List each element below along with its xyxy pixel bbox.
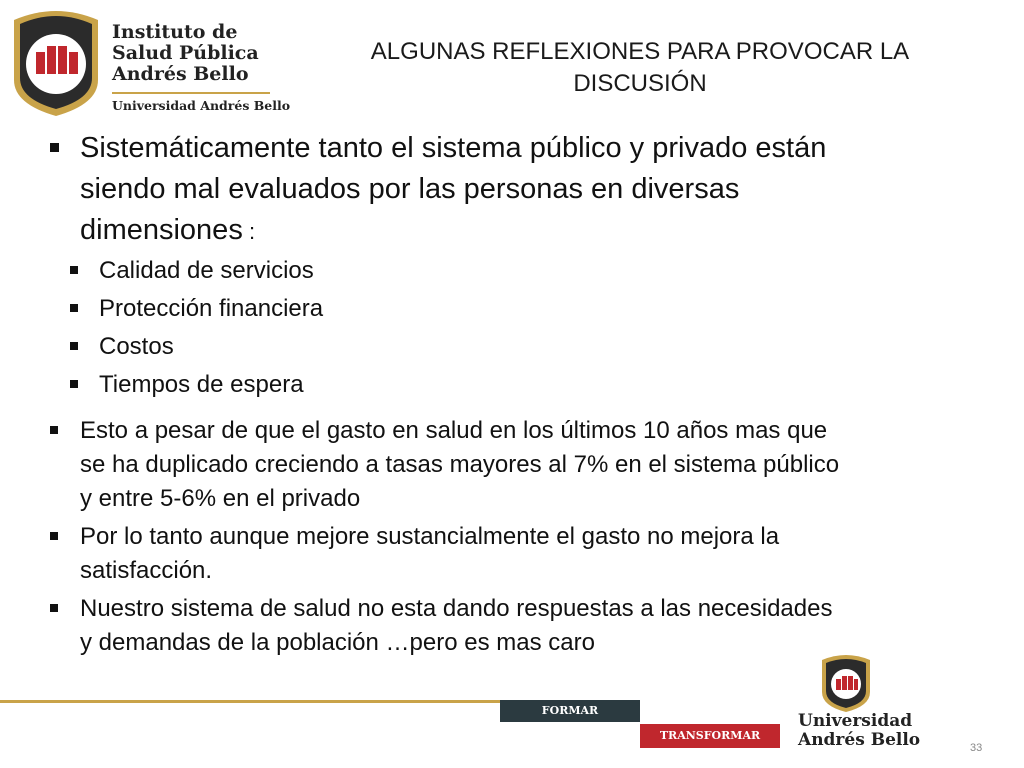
institute-divider xyxy=(112,92,270,94)
institute-crest-icon xyxy=(6,8,106,118)
bullet-spending: Esto a pesar de que el gasto en salud en los últimos 10 años mas que se ha duplicado creciendo a tasas mayores al 7% en el sistema público y entre 5-6% en el privado xyxy=(48,414,988,516)
square-bullet-icon xyxy=(50,532,58,540)
square-bullet-icon xyxy=(50,143,59,152)
university-name: Universidad Andrés Bello xyxy=(798,711,921,750)
bullet-health-system: Nuestro sistema de salud no esta dando respuestas a las necesidades y demandas de la población …pero es mas caro xyxy=(48,592,988,660)
institute-name: Instituto de Salud Pública Andrés Bello xyxy=(112,21,259,85)
square-bullet-icon xyxy=(70,304,78,312)
slide-content xyxy=(48,128,988,660)
main-bullet: Sistemáticamente tanto el sistema público y privado están siendo mal evaluados por las personas en diversas dimensiones : xyxy=(48,128,988,252)
formar-banner: FORMAR xyxy=(500,700,640,722)
sub-bullet-item: Tiempos de espera xyxy=(48,366,988,404)
square-bullet-icon xyxy=(70,342,78,350)
institute-university: Universidad Andrés Bello xyxy=(112,98,291,113)
sub-bullet-item: Protección financiera xyxy=(48,290,988,328)
square-bullet-icon xyxy=(70,380,78,388)
footer-gold-line xyxy=(0,700,500,703)
page-number: 33 xyxy=(970,742,983,754)
slide-title: ALGUNAS REFLEXIONES PARA PROVOCAR LA DISCUSIÓN xyxy=(370,38,910,97)
sub-bullet-item: Costos xyxy=(48,328,988,366)
transformar-banner: TRANSFORMAR xyxy=(640,724,780,748)
bullet-satisfaction: Por lo tanto aunque mejore sustancialmente el gasto no mejora la satisfacción. xyxy=(48,520,988,588)
sub-bullet-item: Calidad de servicios xyxy=(48,252,988,290)
university-crest-icon xyxy=(818,654,874,714)
square-bullet-icon xyxy=(50,426,58,434)
square-bullet-icon xyxy=(70,266,78,274)
institute-logo xyxy=(6,8,291,118)
square-bullet-icon xyxy=(50,604,58,612)
